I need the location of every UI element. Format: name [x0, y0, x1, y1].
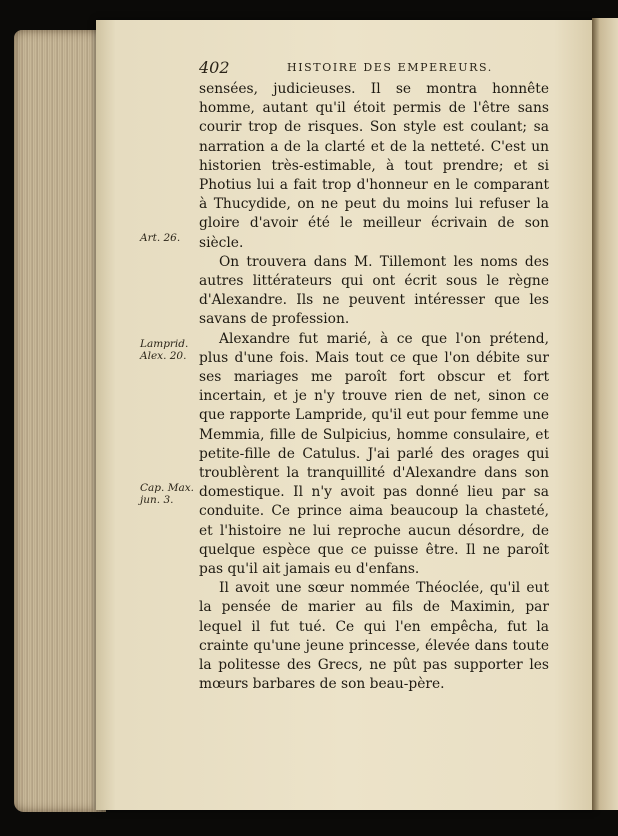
facing-page-edge	[592, 18, 618, 810]
margin-note-art	[140, 232, 200, 244]
book-fore-edge	[14, 30, 106, 812]
running-title: HISTOIRE DES EMPEREURS.	[287, 61, 493, 74]
paragraph-4: Il avoit une sœur nommée Théoclée, qu'il eut la pensée de marier au fils de Maximin, par lequel il fut tué. Ce qui l'en empêcha, fut la crainte qu'une jeune princesse, élevée dans toute la politesse des Grecs, ne pût pas supporter les mœurs barbares de son beau-père.	[199, 580, 549, 693]
margin-note-cap-max	[140, 482, 200, 506]
margin-note-cap-max-line1: Cap. Max.	[140, 482, 194, 494]
margin-note-art-text: Art. 26.	[140, 232, 181, 244]
margin-note-lamprid	[140, 338, 200, 362]
paragraph-1: sensées, judicieuses. Il se montra honnête homme, autant qu'il étoit permis de l'être sans courir trop de risques. Son style est coulant; sa narration a de la clarté et de la netteté. C'est un historien très-estimable, à tout prendre; et si Photius lui a fait trop d'honneur en le comparant à Thucydide, on ne peut du moins lui refuser la gloire d'avoir été le meilleur écrivain de son siècle.	[199, 81, 549, 251]
margin-note-lamprid-line1: Lamprid.	[140, 338, 189, 350]
page-number: 402	[199, 58, 230, 77]
margin-note-cap-max-line2: jun. 3.	[140, 494, 174, 506]
paragraph-2: On trouvera dans M. Tillemont les noms des autres littérateurs qui ont écrit sous le règne d'Alexandre. Ils ne peuvent intéresser que les savans de profession.	[199, 253, 549, 328]
margin-note-lamprid-line2: Alex. 20.	[140, 350, 187, 362]
paragraph-3: Alexandre fut marié, à ce que l'on prétend, plus d'une fois. Mais tout ce que l'on débite sur ses mariages me paroît fort obscur et fort incertain, et je n'y trouve rien de net, sinon ce que rapporte Lampride, qu'il eut pour femme une Memmia, fille de Sulpicius, homme consulaire, et petite-fille de Catulus. J'ai parlé des orages qui troublèrent la tranquillité d'Alexandre dans son domestique. Il n'y avoit pas donné lieu par sa conduite. Ce prince aima beaucoup la chasteté, et l'histoire ne lui reproche aucun désordre, de quelque espèce que ce puisse être. Il ne paroît pas qu'il ait jamais eu d'enfans.	[199, 330, 549, 578]
body-text	[199, 80, 549, 695]
page-header	[199, 60, 569, 78]
